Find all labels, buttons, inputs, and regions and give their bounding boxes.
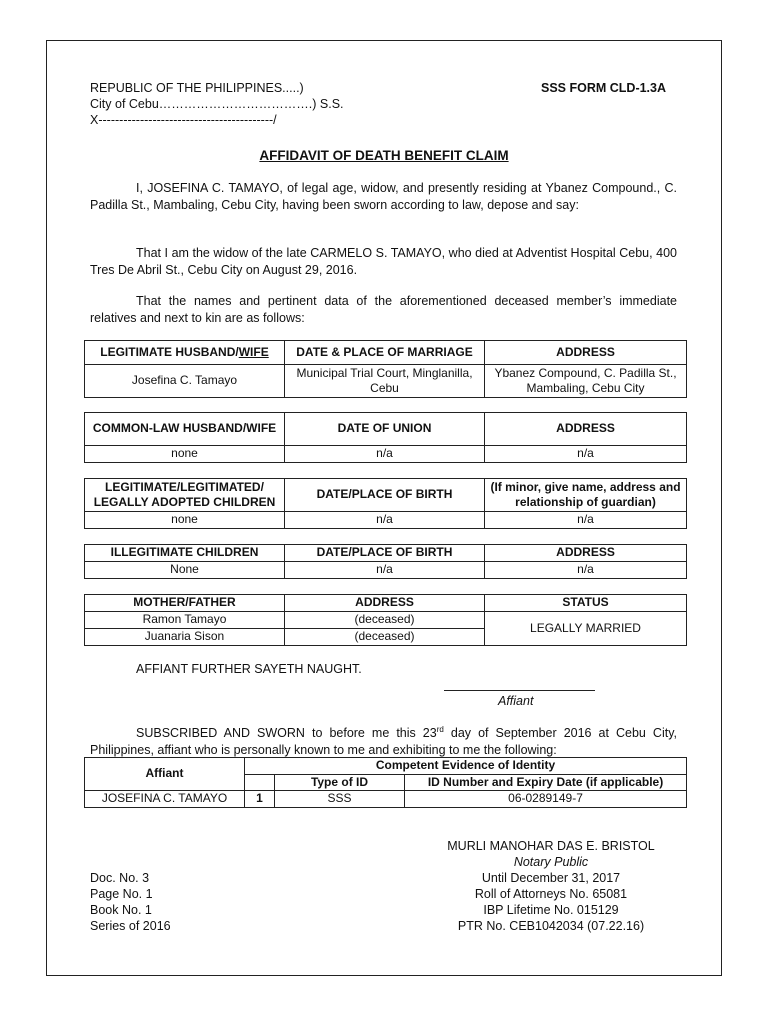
header-city: City of Cebu……………………………….) S.S.: [90, 97, 344, 111]
notary-role: Notary Public: [513, 855, 589, 869]
common-law-header-name: COMMON-LAW HUSBAND/WIFE: [85, 413, 285, 446]
parent-father-address: (deceased): [285, 612, 485, 629]
legit-children-guardian: n/a: [485, 512, 687, 529]
parents-header-address: ADDRESS: [285, 595, 485, 612]
paragraph-relatives: That the names and pertinent data of the aforementioned deceased member’s immediate relatives and next to kin are as follows:: [90, 294, 677, 325]
id-header-affiant: Affiant: [85, 758, 245, 791]
id-type: SSS: [275, 791, 405, 808]
illegit-children-name: None: [85, 562, 285, 579]
paragraph-affiant: I, JOSEFINA C. TAMAYO, of legal age, widow, and presently residing at Ybanez Compound., C. Padilla St., Mambaling, Cebu City, having been sworn according to law, depose and say:: [90, 181, 677, 212]
illegit-children-header-name: ILLEGITIMATE CHILDREN: [85, 545, 285, 562]
illegit-children-header-address: ADDRESS: [485, 545, 687, 562]
legit-children-header-birth: DATE/PLACE OF BIRTH: [285, 479, 485, 512]
form-number: SSS FORM CLD-1.3A: [541, 81, 667, 95]
spouse-header-name: LEGITIMATE HUSBAND/WIFE: [85, 341, 285, 365]
spouse-name: Josefina C. Tamayo: [85, 365, 285, 398]
header-separator: X------------------------------------------/: [90, 113, 277, 127]
book-number: Book No. 1: [90, 903, 152, 917]
parents-table: [84, 594, 687, 646]
id-number: 06-0289149-7: [405, 791, 687, 808]
id-evidence-table: [84, 757, 687, 808]
illegit-children-address: n/a: [485, 562, 687, 579]
notary-until: Until December 31, 2017: [481, 871, 621, 885]
common-law-table: [84, 412, 687, 463]
parent-mother-address: (deceased): [285, 629, 485, 646]
spouse-marriage: Municipal Trial Court, Minglanilla, Cebu: [285, 365, 485, 398]
parents-header-status: STATUS: [485, 595, 687, 612]
id-header-evidence: Competent Evidence of Identity: [245, 758, 687, 775]
paragraph-widow: That I am the widow of the late CARMELO S. TAMAYO, who died at Adventist Hospital Cebu, 400 Tres De Abril St., Cebu City on August 29, 2016.: [90, 246, 677, 277]
document-title: AFFIDAVIT OF DEATH BENEFIT CLAIM: [259, 148, 509, 163]
doc-number: Doc. No. 3: [90, 871, 150, 885]
affiant-signature-line: [444, 690, 595, 691]
series-year: Series of 2016: [90, 919, 171, 933]
id-header-blank: [245, 774, 275, 791]
affiant-caption: Affiant: [498, 694, 534, 708]
parent-father-name: Ramon Tamayo: [85, 612, 285, 629]
illegitimate-children-table: [84, 544, 687, 579]
legit-children-header-name: LEGITIMATE/LEGITIMATED/ LEGALLY ADOPTED CHILDREN: [85, 479, 285, 512]
common-law-date: n/a: [285, 446, 485, 463]
legit-children-name: none: [85, 512, 285, 529]
id-header-type: Type of ID: [275, 774, 405, 791]
notary-roll: Roll of Attorneys No. 65081: [474, 887, 628, 901]
notary-name: MURLI MANOHAR DAS E. BRISTOL: [447, 839, 655, 853]
legit-children-header-guardian: (If minor, give name, address and relationship of guardian): [485, 479, 687, 512]
notary-ibp: IBP Lifetime No. 015129: [483, 903, 619, 917]
notary-ptr: PTR No. CEB1042034 (07.22.16): [457, 919, 645, 933]
spouse-address: Ybanez Compound, C. Padilla St., Mambaling, Cebu City: [485, 365, 687, 398]
spouse-table: [84, 340, 687, 398]
illegit-children-birth: n/a: [285, 562, 485, 579]
illegit-children-header-birth: DATE/PLACE OF BIRTH: [285, 545, 485, 562]
common-law-address: n/a: [485, 446, 687, 463]
legit-children-birth: n/a: [285, 512, 485, 529]
common-law-name: none: [85, 446, 285, 463]
further-sayeth: AFFIANT FURTHER SAYETH NAUGHT.: [136, 662, 362, 676]
spouse-header-marriage: DATE & PLACE OF MARRIAGE: [285, 341, 485, 365]
page-number: Page No. 1: [90, 887, 153, 901]
common-law-header-address: ADDRESS: [485, 413, 687, 446]
subscribed-paragraph: SUBSCRIBED AND SWORN to before me this 23rd day of September 2016 at Cebu City, Philippines, affiant who is personally known to me and exhibiting to me the following:: [90, 724, 677, 757]
parents-status: LEGALLY MARRIED: [485, 612, 687, 646]
header-republic: REPUBLIC OF THE PHILIPPINES.....): [90, 81, 304, 95]
common-law-header-date: DATE OF UNION: [285, 413, 485, 446]
parents-header-name: MOTHER/FATHER: [85, 595, 285, 612]
spouse-header-address: ADDRESS: [485, 341, 687, 365]
id-header-number: ID Number and Expiry Date (if applicable): [405, 774, 687, 791]
legitimate-children-table: [84, 478, 687, 529]
parent-mother-name: Juanaria Sison: [85, 629, 285, 646]
id-affiant-name: JOSEFINA C. TAMAYO: [85, 791, 245, 808]
id-index: 1: [245, 791, 275, 808]
